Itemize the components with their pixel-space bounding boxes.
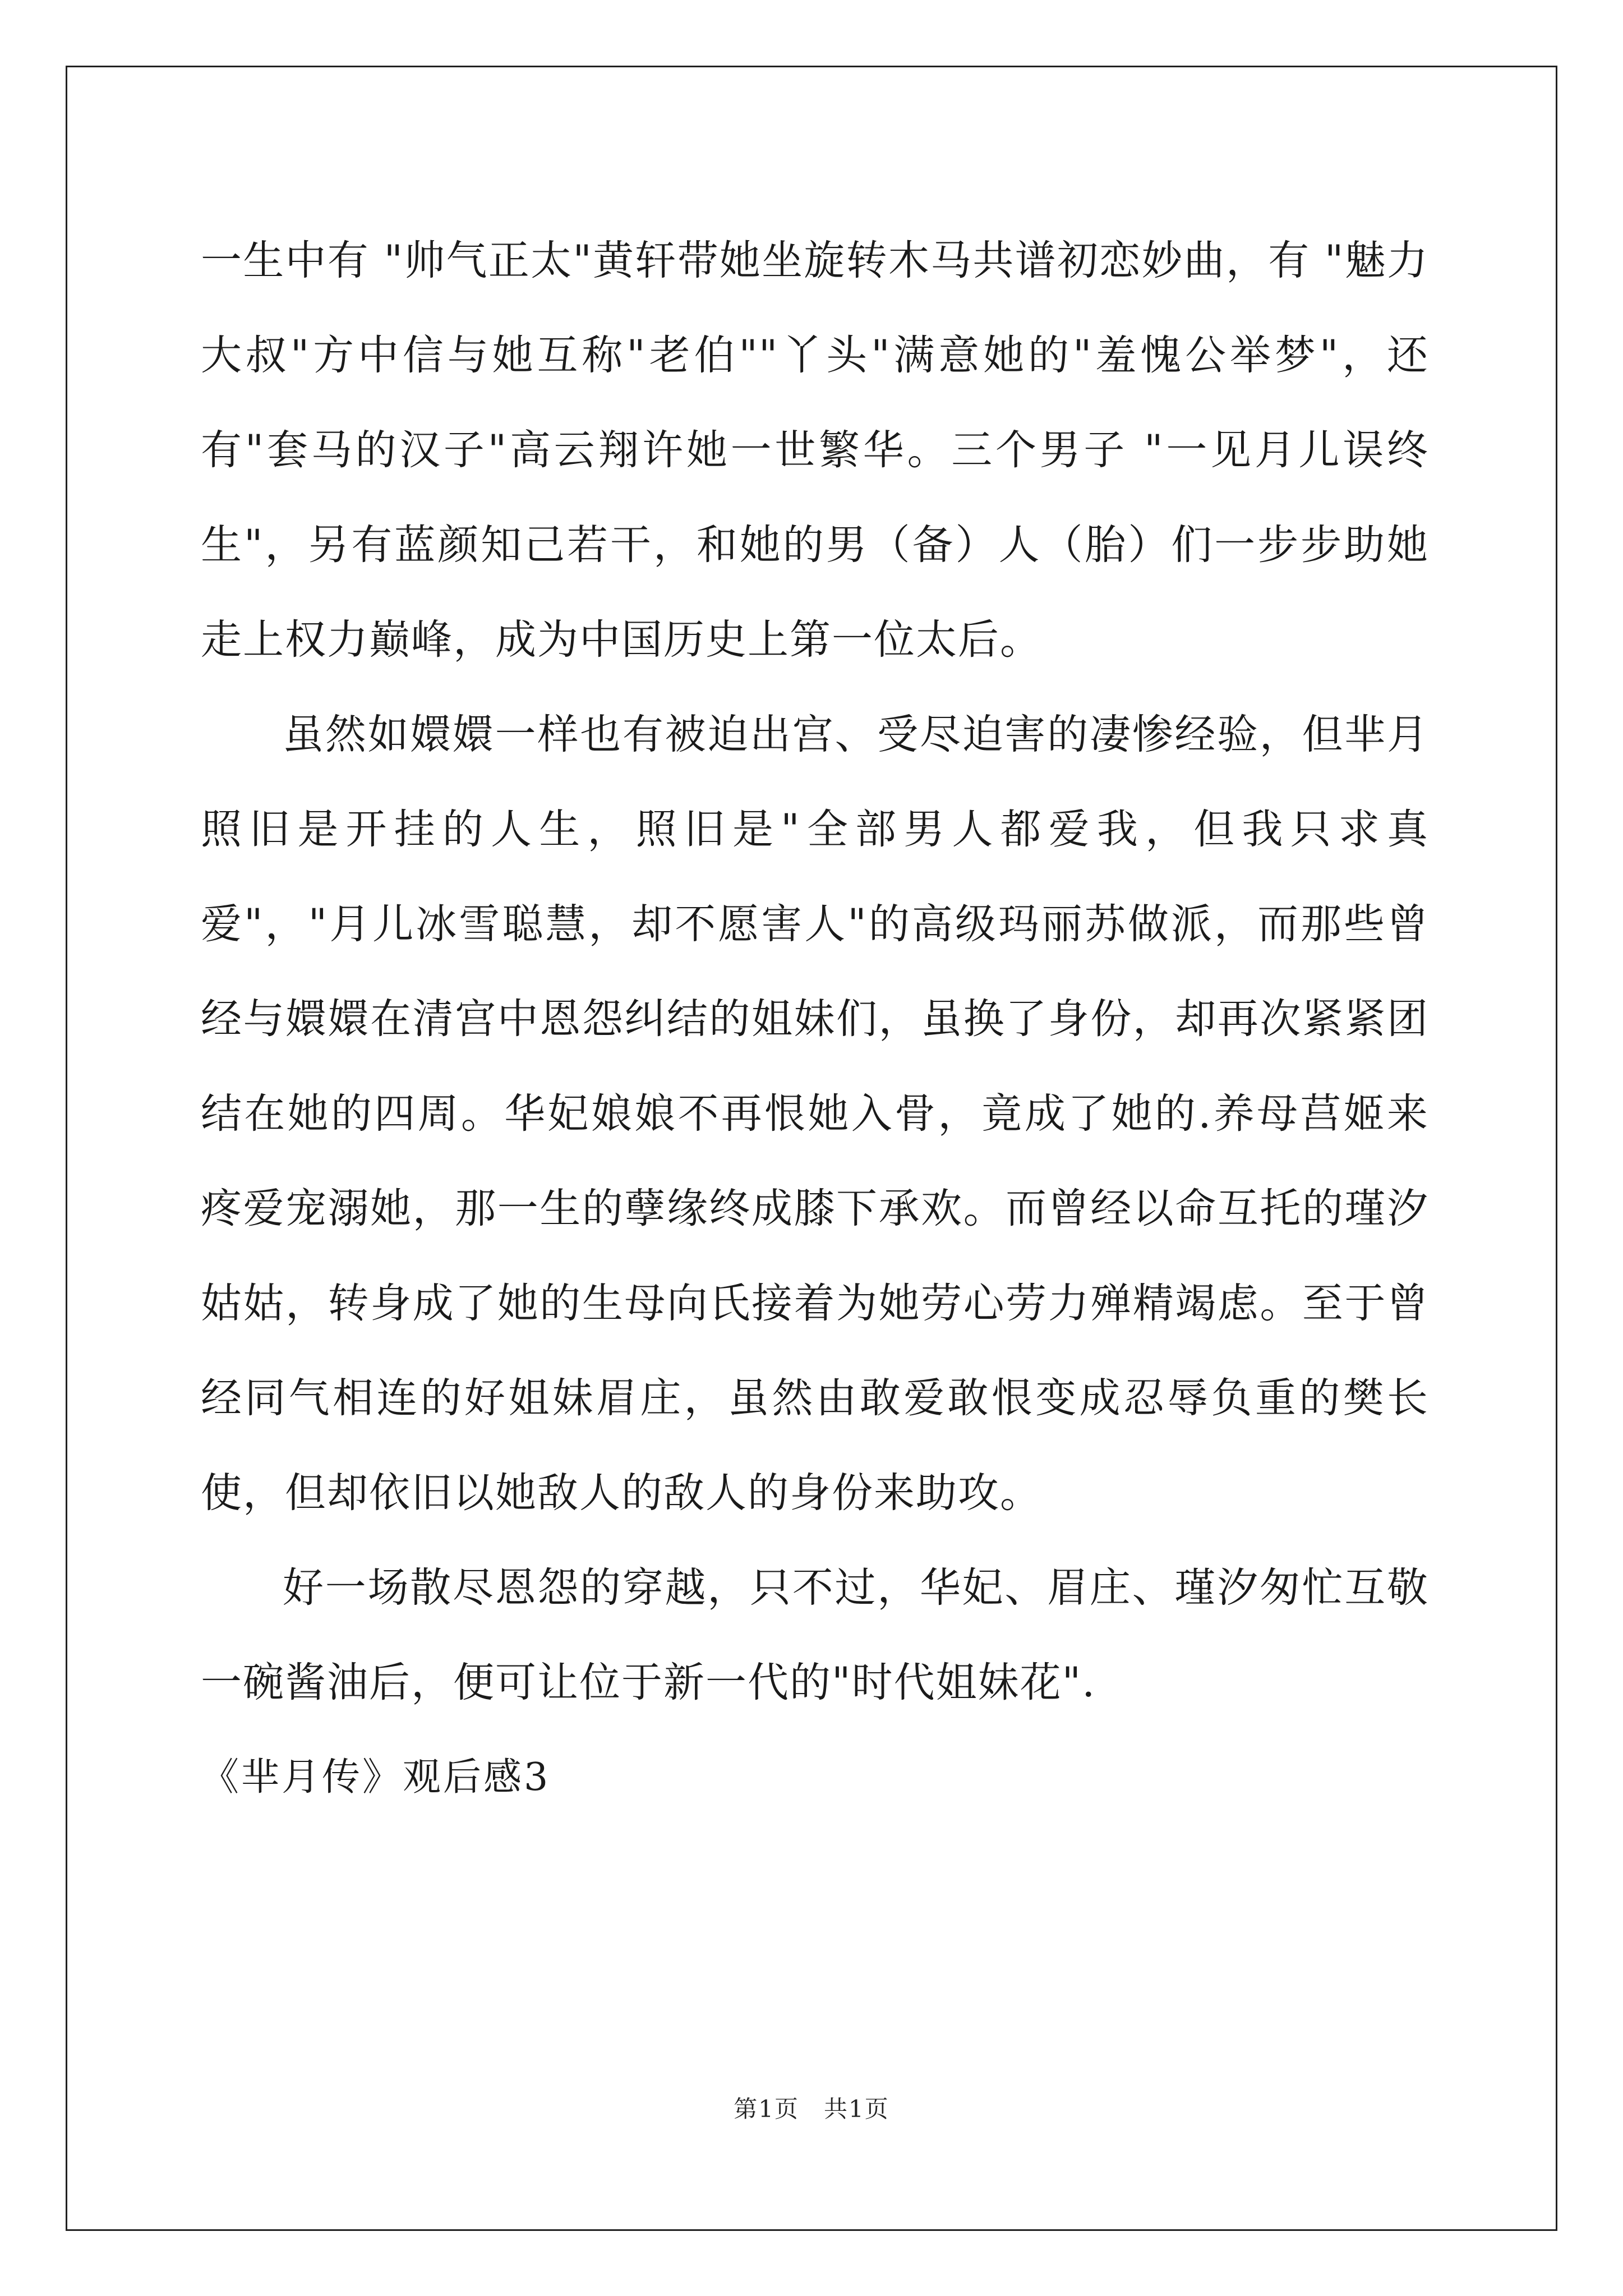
page-footer: 第1页 共1页: [734, 2095, 889, 2123]
paragraph-3: 好一场散尽恩怨的穿越，只不过，华妃、眉庄、瑾汐匆忙互敬一碗酱油后，便可让位于新一代的"时代姐妹花".: [201, 1564, 1429, 1706]
paragraph-1: 一生中有 "帅气正太"黄轩带她坐旋转木马共谱初恋妙曲，有 "魅力大叔"方中信与她互称"老伯""丫头"满意她的"羞愧公举梦"，还有"套马的汉子"高云翔许她一世繁华。三个男子 "一见月儿误终生"，另有蓝颜知己若干，和她的男（备）人（胎）们一步步助她走上权力巅峰，成为中国历史上第一位太后。: [201, 237, 1429, 664]
document-body: [201, 213, 1429, 1825]
paragraph-2: 虽然如嬛嬛一样也有被迫出宫、受尽迫害的凄惨经验，但芈月照旧是开挂的人生，照旧是"全部男人都爱我，但我只求真爱"，"月儿冰雪聪慧，却不愿害人"的高级玛丽苏做派，而那些曾经与嬛嬛在清宫中恩怨纠结的姐妹们，虽换了身份，却再次紧紧团结在她的四周。华妃娘娘不再恨她入骨，竟成了她的.养母莒姬来疼爱宠溺她，那一生的孽缘终成膝下承欢。而曾经以命互托的瑾汐姑姑，转身成了她的生母向氏接着为她劳心劳力殚精竭虑。至于曾经同气相连的好姐妹眉庄，虽然由敢爱敢恨变成忍辱负重的樊长使，但却依旧以她敌人的敌人的身份来助攻。: [201, 711, 1430, 1517]
section-heading: 《芈月传》观后感3: [201, 1755, 551, 1800]
